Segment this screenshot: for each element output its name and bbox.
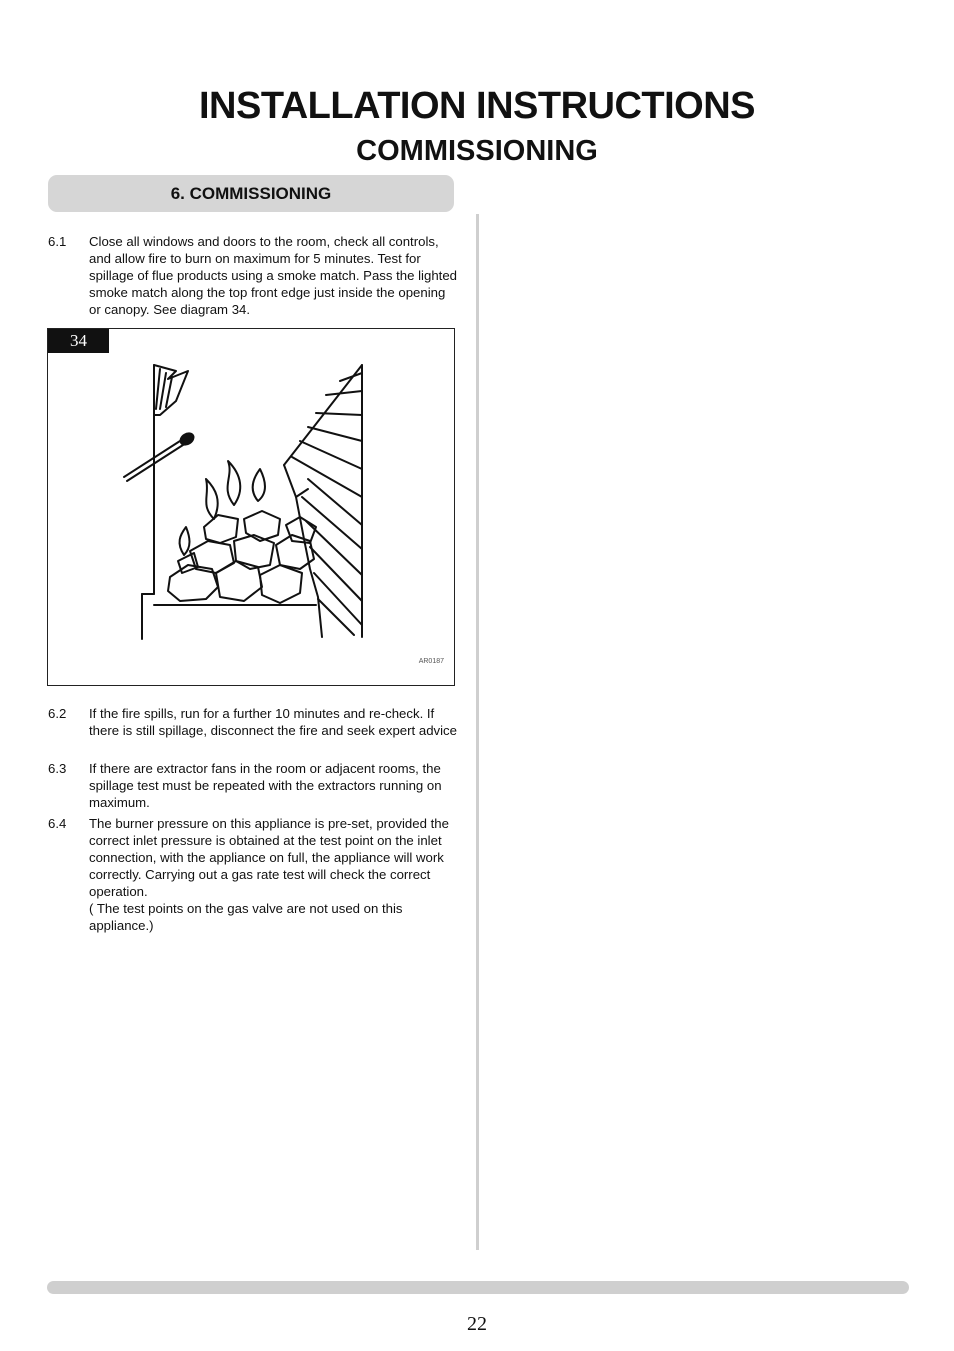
page-subtitle: COMMISSIONING [356,135,598,167]
fireplace-spillage-diagram [48,329,454,685]
section-title: 6. COMMISSIONING [170,184,332,203]
page-number: 22 [467,1313,487,1335]
section-header [48,175,454,212]
item-text: The burner pressure on this appliance is pre-set, provided the correct inlet pressure is obtained at the test point on the inlet connection, with the appliance on full, the appliance will work correctly. Carrying out a gas rate test will check the correct operation. [89,816,449,899]
item-text-block [89,815,457,934]
item-text: Close all windows and doors to the room, check all controls, and allow fire to burn on maximum for 5 minutes. Test for spillage of flue products using a smoke match. Pass the lighted smoke match along the top front edge just inside the opening or canopy. See diagram 34. [89,234,457,317]
page-title: INSTALLATION INSTRUCTIONS [198,85,756,127]
item-number: 6.3 [48,761,67,776]
footer-bar [47,1281,909,1294]
figure-reference-code: AR0187 [418,658,444,665]
column-divider [476,214,479,1250]
diagram-34 [47,328,455,686]
item-number: 6.4 [48,816,67,831]
item-number: 6.1 [48,234,67,249]
item-note: ( The test points on the gas valve are not used on this appliance.) [89,901,403,933]
item-text: If the fire spills, run for a further 10 minutes and re-check. If there is still spillage, disconnect the fire and seek expert advice [89,706,457,738]
figure-number-label: 34 [48,329,109,353]
item-number: 6.2 [48,706,67,721]
item-text: If there are extractor fans in the room or adjacent rooms, the spillage test must be repeated with the extractors running on maximum. [89,761,442,810]
